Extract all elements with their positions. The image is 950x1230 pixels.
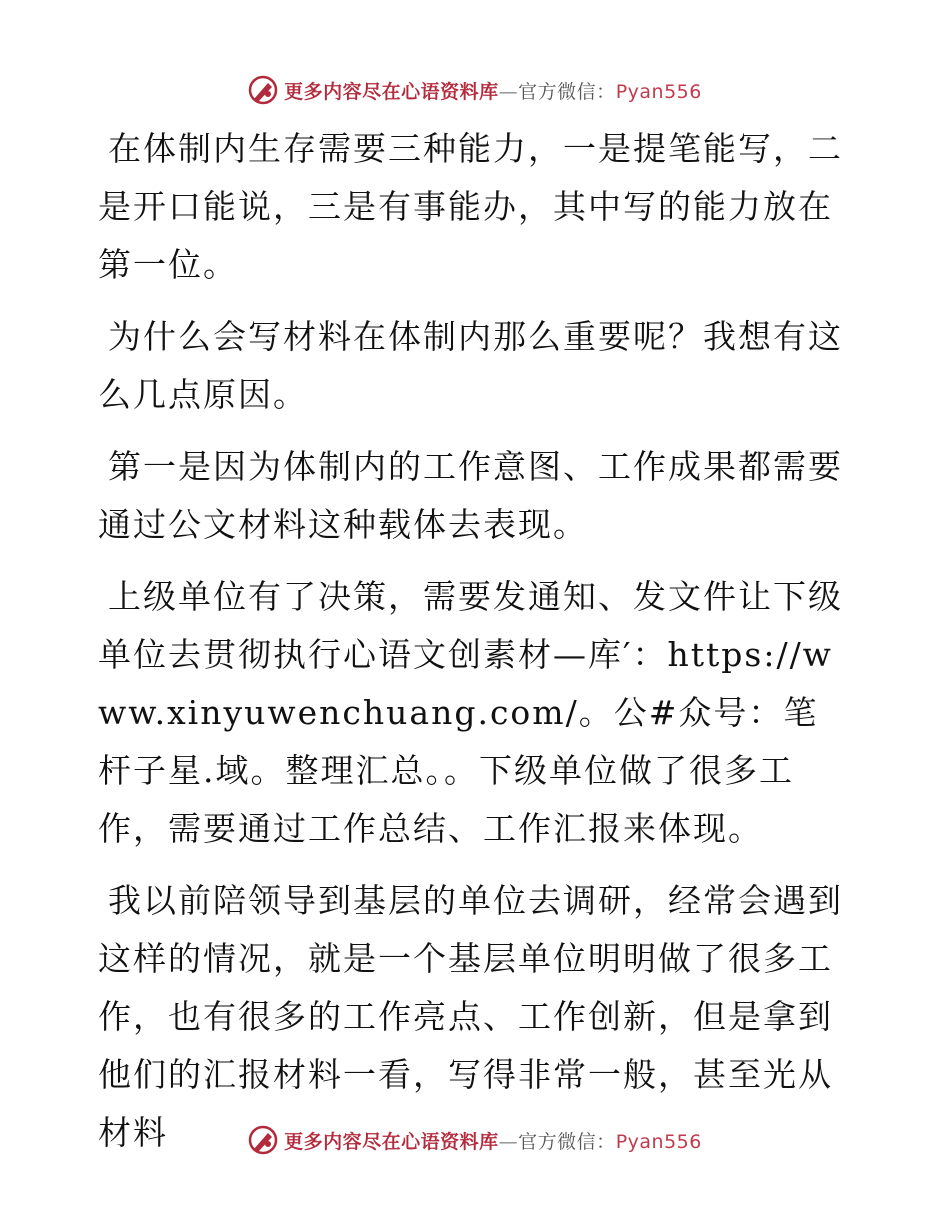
paragraph: 我以前陪领导到基层的单位去调研，经常会遇到这样的情况，就是一个基层单位明明做了很多工作，也有很多的工作亮点、工作创新，但是拿到他们的汇报材料一看，写得非常一般，甚至光从材料 — [98, 881, 843, 1152]
paragraph: 为什么会写材料在体制内那么重要呢？我想有这么几点原因。 — [98, 317, 843, 414]
footer-banner-main: 更多内容尽在心语资料库 — [284, 1130, 499, 1153]
header-banner — [0, 70, 950, 110]
paragraph: 第一是因为体制内的工作意图、工作成果都需要通过公文材料这种载体去表现。 — [98, 447, 843, 544]
pen-logo-icon — [248, 75, 278, 105]
footer-wechat-label: 官方微信： — [518, 1130, 616, 1153]
header-wechat-id: Pyan556 — [615, 80, 702, 103]
footer-banner — [0, 1120, 950, 1160]
paragraph: 在体制内生存需要三种能力，一是提笔能写，二是开口能说，三是有事能办，其中写的能力放在第一位。 — [98, 129, 843, 284]
header-banner-main: 更多内容尽在心语资料库 — [284, 80, 499, 103]
footer-wechat-id: Pyan556 — [615, 1130, 702, 1153]
footer-banner-sep: — — [498, 1130, 519, 1153]
paragraph: 上级单位有了决策，需要发通知、发文件让下级单位去贯彻执行心语文创素材—库′：https://www.xinyuwenchuang.com/。公#众号：笔杆子星.域。整理汇总。。下级单位做了很多工作，需要通过工作总结、工作汇报来体现。 — [98, 577, 843, 848]
header-banner-text — [284, 77, 702, 104]
header-banner-sep: — — [498, 80, 519, 103]
pen-logo-icon — [248, 1125, 278, 1155]
footer-banner-text — [284, 1127, 702, 1154]
header-wechat-label: 官方微信： — [518, 80, 616, 103]
document-body — [98, 120, 850, 1176]
